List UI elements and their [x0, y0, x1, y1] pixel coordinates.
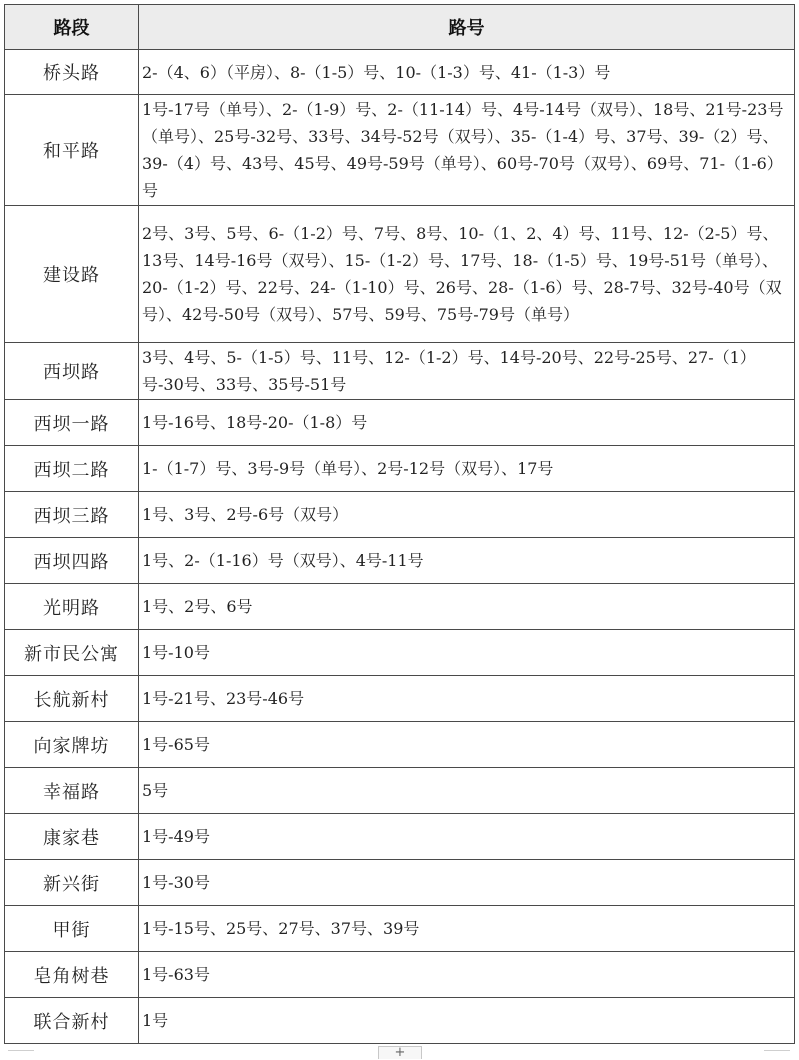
- road-section-cell: 桥头路: [5, 50, 139, 95]
- address-table: [4, 4, 795, 1044]
- table-row: [5, 860, 795, 906]
- road-section-cell: 新兴街: [5, 860, 139, 906]
- road-number-cell: 1号-17号（单号）、2-（1-9）号、2-（11-14）号、4号-14号（双号）、18号、21号-23号（单号）、25号-32号、33号、34号-52号（双号）、35-（1-4）号、37号、39-（2）号、39-（4）号、43号、45号、49号-59号（单号）、60号-70号（双号）、69号、71-（1-6）号: [139, 95, 795, 206]
- road-number-cell: 1号-15号、25号、27号、37号、39号: [139, 906, 795, 952]
- table-row: [5, 676, 795, 722]
- table-row: [5, 95, 795, 206]
- table-row: [5, 400, 795, 446]
- road-section-cell: 建设路: [5, 206, 139, 343]
- table-row: [5, 584, 795, 630]
- road-number-cell: 1号-21号、23号-46号: [139, 676, 795, 722]
- road-number-cell: 1号、2号、6号: [139, 584, 795, 630]
- road-number-cell: 3号、4号、5-（1-5）号、11号、12-（1-2）号、14号-20号、22号-25号、27-（1）号-30号、33号、35号-51号: [139, 343, 795, 400]
- road-number-cell: 1号-16号、18号-20-（1-8）号: [139, 400, 795, 446]
- road-section-cell: 光明路: [5, 584, 139, 630]
- road-section-cell: 和平路: [5, 95, 139, 206]
- table-body: [5, 50, 795, 1044]
- road-number-cell: 1号-49号: [139, 814, 795, 860]
- road-section-cell: 甲街: [5, 906, 139, 952]
- road-section-cell: 康家巷: [5, 814, 139, 860]
- road-number-cell: 1号、3号、2号-6号（双号）: [139, 492, 795, 538]
- road-number-cell: 1-（1-7）号、3号-9号（单号）、2号-12号（双号）、17号: [139, 446, 795, 492]
- road-section-cell: 西坝一路: [5, 400, 139, 446]
- road-number-cell: 2号、3号、5号、6-（1-2）号、7号、8号、10-（1、2、4）号、11号、12-（2-5）号、13号、14号-16号（双号）、15-（1-2）号、17号、18-（1-5）号、19号-51号（单号）、20-（1-2）号、22号、24-（1-10）号、26号、28-（1-6）号、28-7号、32号-40号（双号）、42号-50号（双号）、57号、59号、75号-79号（单号）: [139, 206, 795, 343]
- table-row: [5, 492, 795, 538]
- table-row: [5, 206, 795, 343]
- road-number-cell: 1号-65号: [139, 722, 795, 768]
- header-road-number: 路号: [139, 5, 795, 50]
- table-row: [5, 50, 795, 95]
- table-row: [5, 446, 795, 492]
- road-section-cell: 西坝四路: [5, 538, 139, 584]
- table-row: [5, 343, 795, 400]
- road-section-cell: 西坝三路: [5, 492, 139, 538]
- table-row: [5, 952, 795, 998]
- road-section-cell: 新市民公寓: [5, 630, 139, 676]
- road-number-cell: 1号、2-（1-16）号（双号）、4号-11号: [139, 538, 795, 584]
- road-section-cell: 西坝路: [5, 343, 139, 400]
- road-number-cell: 2-（4、6）（平房）、8-（1-5）号、10-（1-3）号、41-（1-3）号: [139, 50, 795, 95]
- table-row: [5, 998, 795, 1044]
- road-section-cell: 联合新村: [5, 998, 139, 1044]
- table-row: [5, 768, 795, 814]
- road-number-cell: 5号: [139, 768, 795, 814]
- table-row: [5, 814, 795, 860]
- add-row-button[interactable]: +: [378, 1046, 422, 1059]
- header-road-section: 路段: [5, 5, 139, 50]
- road-number-cell: 1号-63号: [139, 952, 795, 998]
- road-number-cell: 1号: [139, 998, 795, 1044]
- road-section-cell: 长航新村: [5, 676, 139, 722]
- table-header-row: [5, 5, 795, 50]
- road-number-cell: 1号-10号: [139, 630, 795, 676]
- table-row: [5, 538, 795, 584]
- table-row: [5, 722, 795, 768]
- road-section-cell: 向家牌坊: [5, 722, 139, 768]
- road-section-cell: 皂角树巷: [5, 952, 139, 998]
- road-number-cell: 1号-30号: [139, 860, 795, 906]
- road-section-cell: 幸福路: [5, 768, 139, 814]
- table-row: [5, 630, 795, 676]
- road-section-cell: 西坝二路: [5, 446, 139, 492]
- table-row: [5, 906, 795, 952]
